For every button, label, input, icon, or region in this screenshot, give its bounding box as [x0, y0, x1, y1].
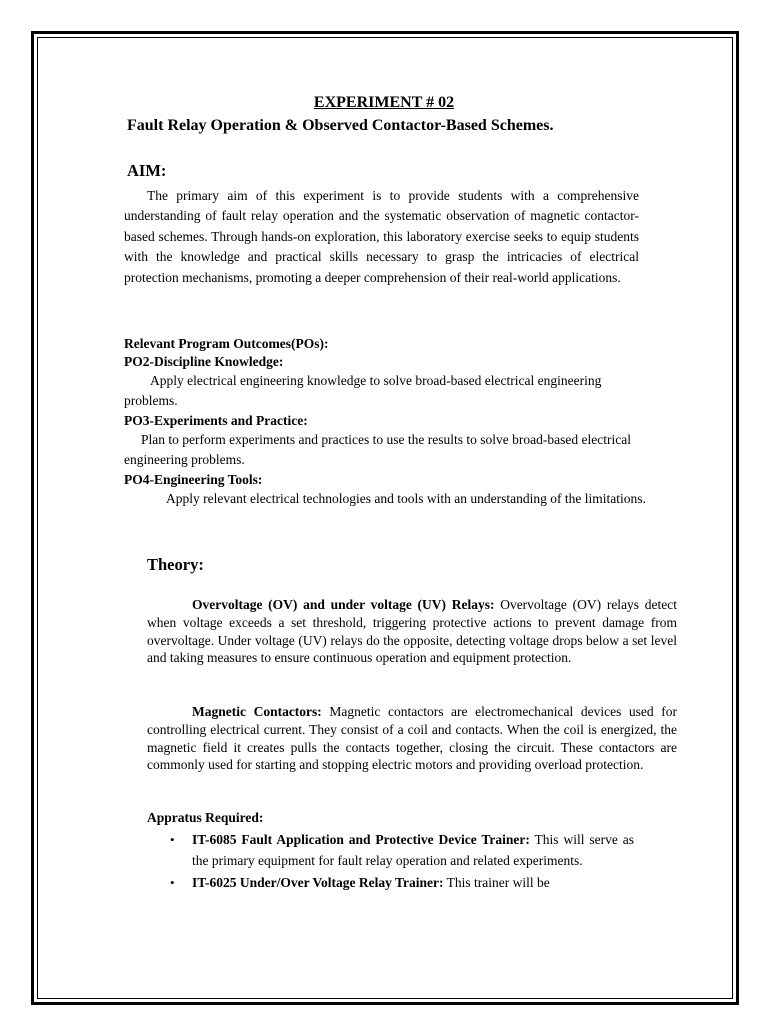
experiment-subtitle: Fault Relay Operation & Observed Contactor-Based Schemes.	[127, 117, 554, 134]
apparatus-item	[170, 872, 634, 893]
bullet-icon: •	[170, 832, 175, 847]
apparatus-item-name: IT-6025 Under/Over Voltage Relay Trainer:	[192, 875, 444, 890]
apparatus-item	[170, 829, 634, 871]
program-outcomes-heading: Relevant Program Outcomes(POs):	[124, 336, 329, 351]
apparatus-item-name: IT-6085 Fault Application and Protective Device Trainer:	[192, 832, 530, 847]
apparatus-item-description: This trainer will be	[443, 875, 550, 890]
po2-description: Apply electrical engineering knowledge to solve broad-based electrical engineering problems.	[124, 373, 602, 408]
apparatus-heading: Appratus Required:	[147, 810, 264, 825]
theory-contactors-lead: Magnetic Contactors:	[192, 704, 322, 719]
aim-paragraph: The primary aim of this experiment is to provide students with a comprehensive understanding of fault relay operation and the systematic observation of magnetic contactor-based schemes. Through hands-on exploration, this laboratory exercise seeks to equip students with the knowledge and practical skills necessary to grasp the intricacies of electrical protection mechanisms, promoting a deeper comprehension of their real-world applications.	[124, 188, 639, 285]
theory-relays-lead: Overvoltage (OV) and under voltage (UV) Relays:	[192, 597, 495, 612]
po3-title: PO3-Experiments and Practice:	[124, 413, 308, 428]
program-outcomes-section	[124, 335, 654, 509]
apparatus-list	[170, 829, 634, 893]
po3-description: Plan to perform experiments and practices to use the results to solve broad-based electrical engineering problems.	[124, 432, 631, 467]
po4-description: Apply relevant electrical technologies and tools with an understanding of the limitations.	[166, 491, 646, 506]
theory-paragraph-contactors	[147, 703, 677, 774]
theory-contactors-text: Magnetic contactors are electromechanical devices used for controlling electrical current. They consist of a coil and contacts. When the coil is energized, the magnetic field it creates pulls the contacts together, closing the circuit. These contactors are commonly used for starting and stopping electric motors and providing overload protection.	[147, 704, 678, 773]
theory-relays-text: Overvoltage (OV) relays detect when voltage exceeds a set threshold, triggering protective actions to prevent damage from overvoltage. Under voltage (UV) relays do the opposite, detecting voltage drops below a set level and taking measures to ensure continuous operation and equipment protection.	[147, 597, 677, 666]
experiment-title: EXPERIMENT # 02	[313, 94, 455, 111]
aim-heading: AIM:	[127, 161, 167, 180]
po4-title: PO4-Engineering Tools:	[124, 472, 263, 487]
apparatus-item-description: This will serve as the primary equipment for fault relay operation and related experiments.	[192, 832, 634, 868]
po2-title: PO2-Discipline Knowledge:	[124, 354, 284, 369]
bullet-icon: •	[170, 875, 175, 890]
theory-heading: Theory:	[147, 555, 204, 574]
theory-paragraph-relays	[147, 596, 677, 667]
